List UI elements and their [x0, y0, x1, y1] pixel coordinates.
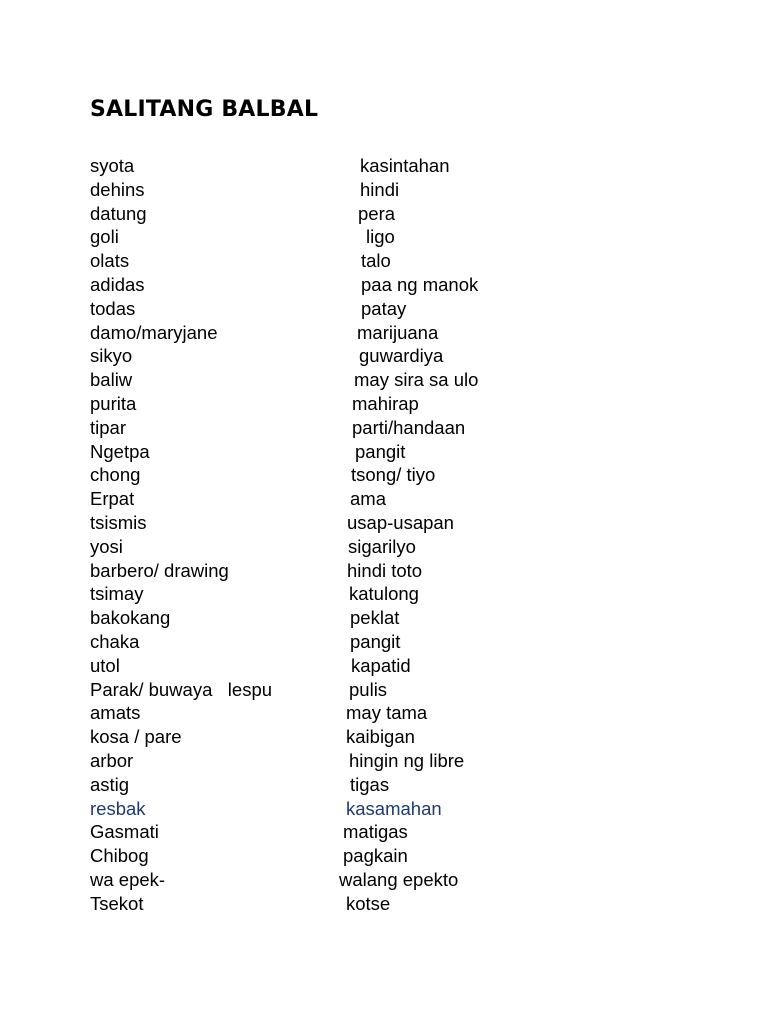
term-meaning: tigas: [350, 773, 390, 795]
term-meaning: hindi: [360, 178, 400, 200]
term-meaning: usap-usapan: [347, 511, 454, 533]
list-item: [0, 559, 768, 583]
term-meaning: hingin ng libre: [349, 749, 465, 771]
list-item: [0, 178, 768, 202]
slang-term: barbero/ drawing: [90, 559, 229, 581]
slang-term: goli: [90, 226, 119, 248]
term-meaning: patay: [361, 297, 407, 319]
slang-term: sikyo: [90, 345, 133, 367]
term-meaning: ama: [350, 488, 386, 510]
list-item: [0, 844, 768, 868]
page-title: SALITANG BALBAL: [90, 97, 319, 122]
slang-term: baliw: [90, 369, 133, 391]
list-item: [0, 820, 768, 844]
list-item: [0, 892, 768, 916]
slang-term: tipar: [90, 416, 126, 438]
term-meaning: sigarilyo: [348, 535, 416, 557]
term-meaning: may sira sa ulo: [354, 369, 479, 391]
slang-term: arbor: [90, 749, 134, 771]
term-meaning: mahirap: [352, 392, 419, 414]
list-item: [0, 630, 768, 654]
term-meaning: peklat: [350, 607, 400, 629]
slang-term: damo/maryjane: [90, 321, 218, 343]
term-meaning: pangit: [355, 440, 406, 462]
vocabulary-list: [0, 154, 768, 916]
slang-term: tsimay: [90, 583, 144, 605]
term-meaning: katulong: [349, 583, 419, 605]
list-item: [0, 273, 768, 297]
list-item: [0, 225, 768, 249]
term-meaning: ligo: [366, 226, 395, 248]
list-item: [0, 154, 768, 178]
term-meaning: walang epekto: [339, 868, 459, 890]
list-item: [0, 797, 768, 821]
term-meaning: matigas: [343, 821, 408, 843]
slang-term: tsismis: [90, 511, 147, 533]
slang-term: purita: [90, 392, 137, 414]
list-item: [0, 297, 768, 321]
list-item: [0, 392, 768, 416]
term-meaning: pulis: [349, 678, 388, 700]
slang-term: astig: [90, 773, 130, 795]
slang-term: datung: [90, 202, 147, 224]
slang-term: todas: [90, 297, 136, 319]
term-meaning: marijuana: [357, 321, 439, 343]
list-item: [0, 416, 768, 440]
list-item: [0, 606, 768, 630]
list-item: [0, 749, 768, 773]
list-item: [0, 535, 768, 559]
term-meaning: hindi toto: [347, 559, 423, 581]
list-item: [0, 463, 768, 487]
slang-term: amats: [90, 702, 141, 724]
term-meaning: kotse: [346, 892, 391, 914]
list-item: [0, 725, 768, 749]
term-meaning: kaibigan: [346, 726, 415, 748]
list-item: [0, 511, 768, 535]
term-meaning: parti/handaan: [352, 416, 466, 438]
slang-term: olats: [90, 250, 130, 272]
slang-term: chaka: [90, 630, 140, 652]
slang-term: syota: [90, 155, 135, 176]
term-meaning: pera: [358, 202, 396, 224]
list-item: [0, 654, 768, 678]
list-item: [0, 582, 768, 606]
slang-term: Erpat: [90, 488, 135, 510]
list-item: [0, 701, 768, 725]
list-item: [0, 868, 768, 892]
slang-term: adidas: [90, 273, 145, 295]
term-meaning: talo: [361, 250, 391, 272]
slang-term: kosa / pare: [90, 726, 182, 748]
list-item: [0, 773, 768, 797]
list-item: [0, 678, 768, 702]
term-meaning: paa ng manok: [361, 273, 479, 295]
term-meaning: tsong/ tiyo: [351, 464, 436, 486]
slang-term: bakokang: [90, 607, 171, 629]
term-meaning: kapatid: [351, 654, 411, 676]
list-item: [0, 487, 768, 511]
slang-term: Chibog: [90, 845, 149, 867]
slang-term: chong: [90, 464, 141, 486]
slang-term: resbak: [90, 797, 146, 819]
slang-term: utol: [90, 654, 120, 676]
term-meaning: pangit: [350, 630, 401, 652]
slang-term: Gasmati: [90, 821, 159, 843]
list-item: [0, 368, 768, 392]
term-meaning: pagkain: [343, 845, 408, 867]
term-meaning: may tama: [346, 702, 428, 724]
list-item: [0, 440, 768, 464]
term-meaning: guwardiya: [359, 345, 444, 367]
list-item: [0, 249, 768, 273]
list-item: [0, 202, 768, 226]
term-meaning: kasintahan: [360, 155, 450, 176]
slang-term: Tsekot: [90, 892, 144, 914]
slang-term: dehins: [90, 178, 145, 200]
slang-term: yosi: [90, 535, 123, 557]
list-item: [0, 321, 768, 345]
slang-term: Ngetpa: [90, 440, 150, 462]
list-item: [0, 344, 768, 368]
term-meaning: kasamahan: [346, 797, 442, 819]
slang-term: Parak/ buwaya lespu: [90, 678, 273, 700]
slang-term: wa epek-: [90, 868, 166, 890]
